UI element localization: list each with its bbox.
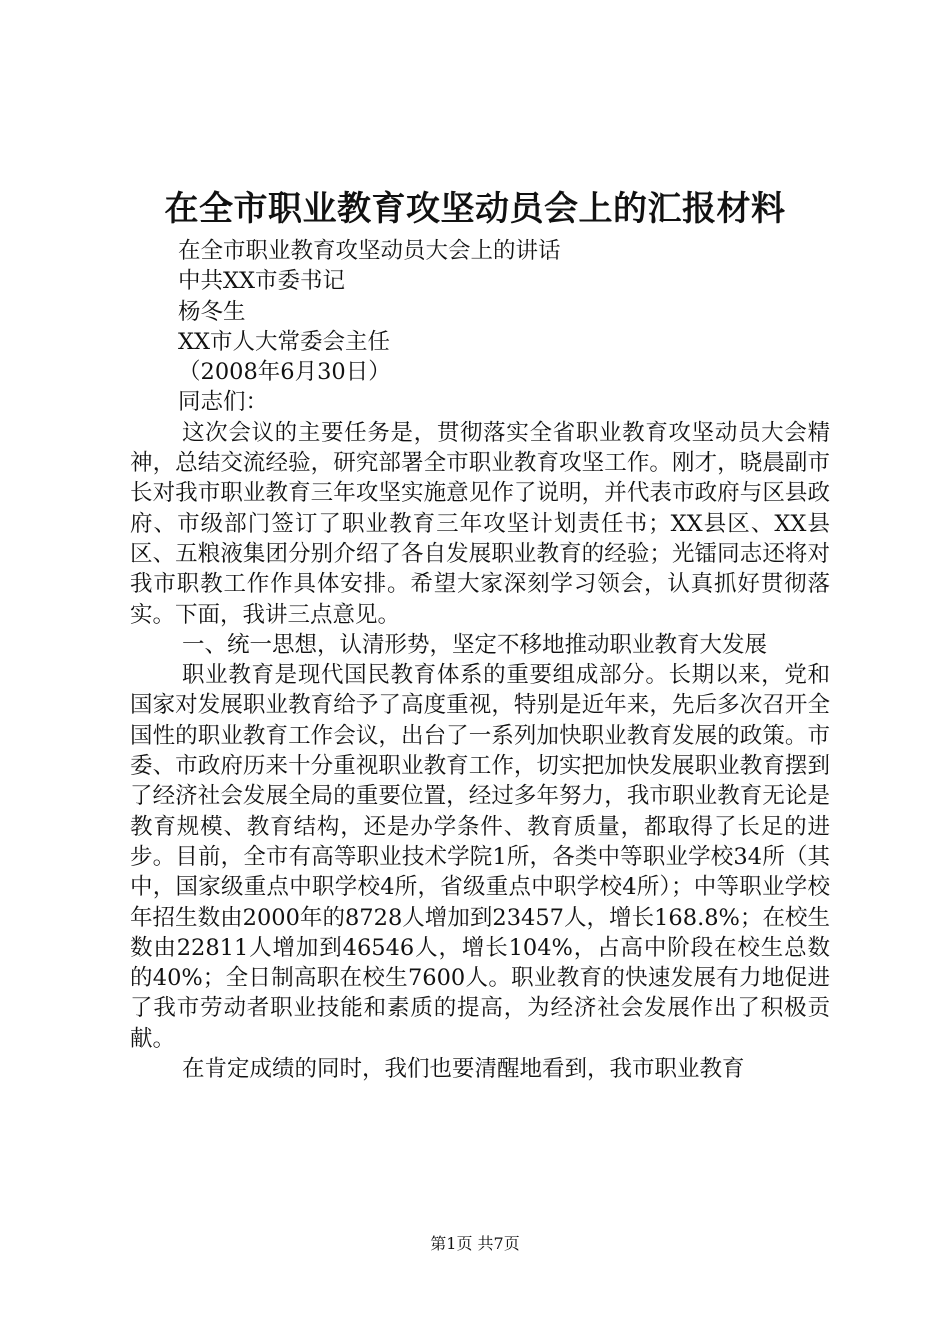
paragraph-intro: 这次会议的主要任务是，贯彻落实全省职业教育攻坚动员大会精神，总结交流经验，研究部署全市职业教育攻坚工作。刚才，晓晨副市长对我市职业教育三年攻坚实施意见作了说明，并代表市政府与区县政府、市级部门签订了职业教育三年攻坚计划责任书；XX县区、XX县区、五粮液集团分别介绍了各自发展职业教育的经验；光镭同志还将对我市职教工作作具体安排。希望大家深刻学习领会，认真抓好贯彻落实。下面，我讲三点意见。 [130, 419, 830, 628]
salutation-line: 同志们： [178, 389, 269, 416]
speaker-position-line: 中共XX市委书记 [178, 268, 346, 295]
paragraph-achievements: 职业教育是现代国民教育体系的重要组成部分。长期以来，党和国家对发展职业教育给予了高度重视，特别是近年来，先后多次召开全国性的职业教育工作会议，出台了一系列加快职业教育发展的政策。市委、市政府历来十分重视职业教育工作，切实把加快发展职业教育摆到了经济社会发展全局的重要位置，经过多年努力，我市职业教育无论是教育规模、教育结构，还是办学条件、教育质量，都取得了长足的进步。目前，全市有高等职业技术学院1所，各类中等职业学校34所（其中，国家级重点中职学校4所，省级重点中职学校4所）；中等职业学校年招生数由2000年的8728人增加到23457人，增长168.8%；在校生数由22811人增加到46546人，增长104%，占高中阶段在校生总数的40%；全日制高职在校生7600人。职业教育的快速发展有力地促进了我市劳动者职业技能和素质的提高，为经济社会发展作出了积极贡献。 [130, 662, 830, 1052]
paragraph-continuation: 在肯定成绩的同时，我们也要清醒地看到，我市职业教育 [182, 1056, 745, 1083]
speech-date-line: （2008年6月30日） [178, 359, 391, 386]
document-body [130, 236, 830, 1084]
page-footer: 第1页 共7页 [430, 1234, 520, 1253]
speaker-second-position-line: XX市人大常委会主任 [178, 328, 391, 355]
document-title: 在全市职业教育攻坚动员会上的汇报材料 [164, 189, 786, 229]
speech-title-line: 在全市职业教育攻坚动员大会上的讲话 [178, 238, 561, 264]
speaker-name-line: 杨冬生 [178, 298, 246, 325]
section-heading-one: 一、统一思想，认清形势，坚定不移地推动职业教育大发展 [182, 631, 768, 658]
